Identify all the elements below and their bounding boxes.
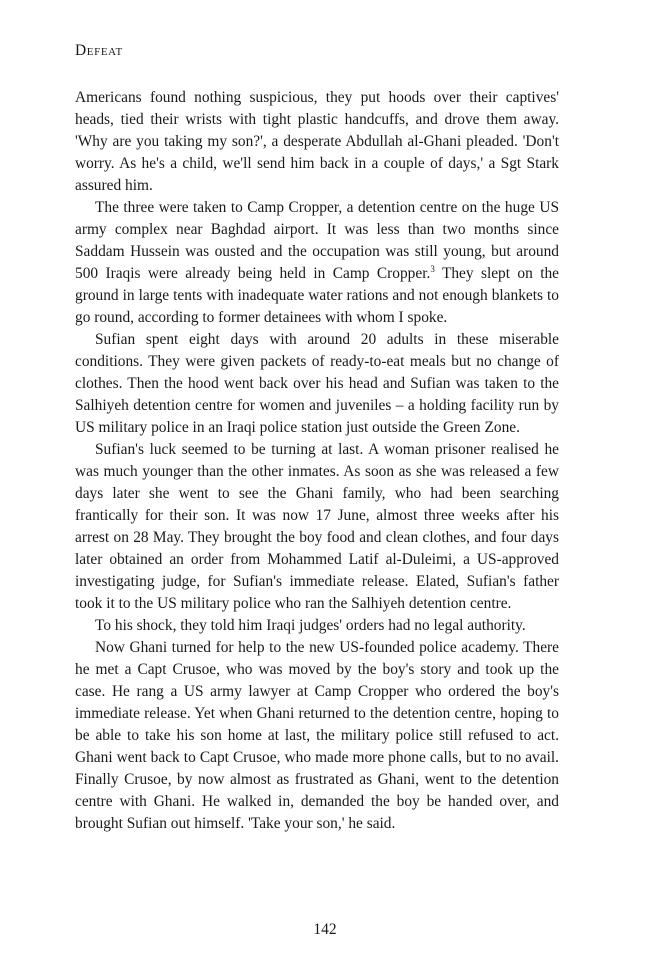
page-number: 142	[313, 921, 337, 938]
body-text	[75, 87, 559, 835]
paragraph-3: Sufian spent eight days with around 20 adults in these miserable conditions. They were given packets of ready-to-eat meals but no change of clothes. Then the hood went back over his head and Sufian was taken to the Salhiyeh detention centre for women and juveniles – a holding facility run by US military police in an Iraqi police station just outside the Green Zone.	[75, 331, 559, 436]
paragraph-4: Sufian's luck seemed to be turning at last. A woman prisoner realised he was much younger than the other inmates. As soon as she was released a few days later she went to see the Ghani family, who had been searching frantically for their son. It was now 17 June, almost three weeks after his arrest on 28 May. They brought the boy food and clean clothes, and four days later obtained an order from Mohammed Latif al-Duleimi, a US-approved investigating judge, for Sufian's immediate release. Elated, Sufian's father took it to the US military police who ran the Salhiyeh detention centre.	[75, 441, 559, 612]
paragraph-5: To his shock, they told him Iraqi judges' orders had no legal authority.	[95, 617, 526, 634]
paragraph-2	[75, 197, 559, 329]
paragraph-2-text-a: The three were taken to Camp Cropper, a detention centre on the huge US army complex near Baghdad airport. It was less than two months since Saddam Hussein was ousted and the occupation was still young, but around 500 Iraqis were already being held in Camp Cropper.	[75, 199, 559, 282]
paragraph-1: Americans found nothing suspicious, they put hoods over their captives' heads, tied their wrists with tight plastic handcuffs, and drove them away. 'Why are you taking my son?', a desperate Abdullah al-Ghani pleaded. 'Don't worry. As he's a child, we'll send him back in a couple of days,' a Sgt Stark assured him.	[75, 89, 559, 194]
paragraph-6: Now Ghani turned for help to the new US-founded police academy. There he met a Capt Crusoe, who was moved by the boy's story and took up the case. He rang a US army lawyer at Camp Cropper who ordered the boy's immediate release. Yet when Ghani returned to the detention centre, hoping to be able to take his son home at last, the military police still refused to act. Ghani went back to Capt Crusoe, who made more phone calls, but to no avail. Finally Crusoe, by now almost as frustrated as Ghani, went to the detention centre with Ghani. He walked in, demanded the boy be handed over, and brought Sufian out himself. 'Take your son,' he said.	[75, 639, 559, 832]
paragraph-2-text-b: They slept on the ground in large tents with inadequate water rations and not enough blankets to go round, according to former detainees with whom I spoke.	[75, 265, 560, 326]
footnote-ref[interactable]: 3	[430, 263, 435, 274]
running-head: Defeat	[75, 42, 123, 59]
